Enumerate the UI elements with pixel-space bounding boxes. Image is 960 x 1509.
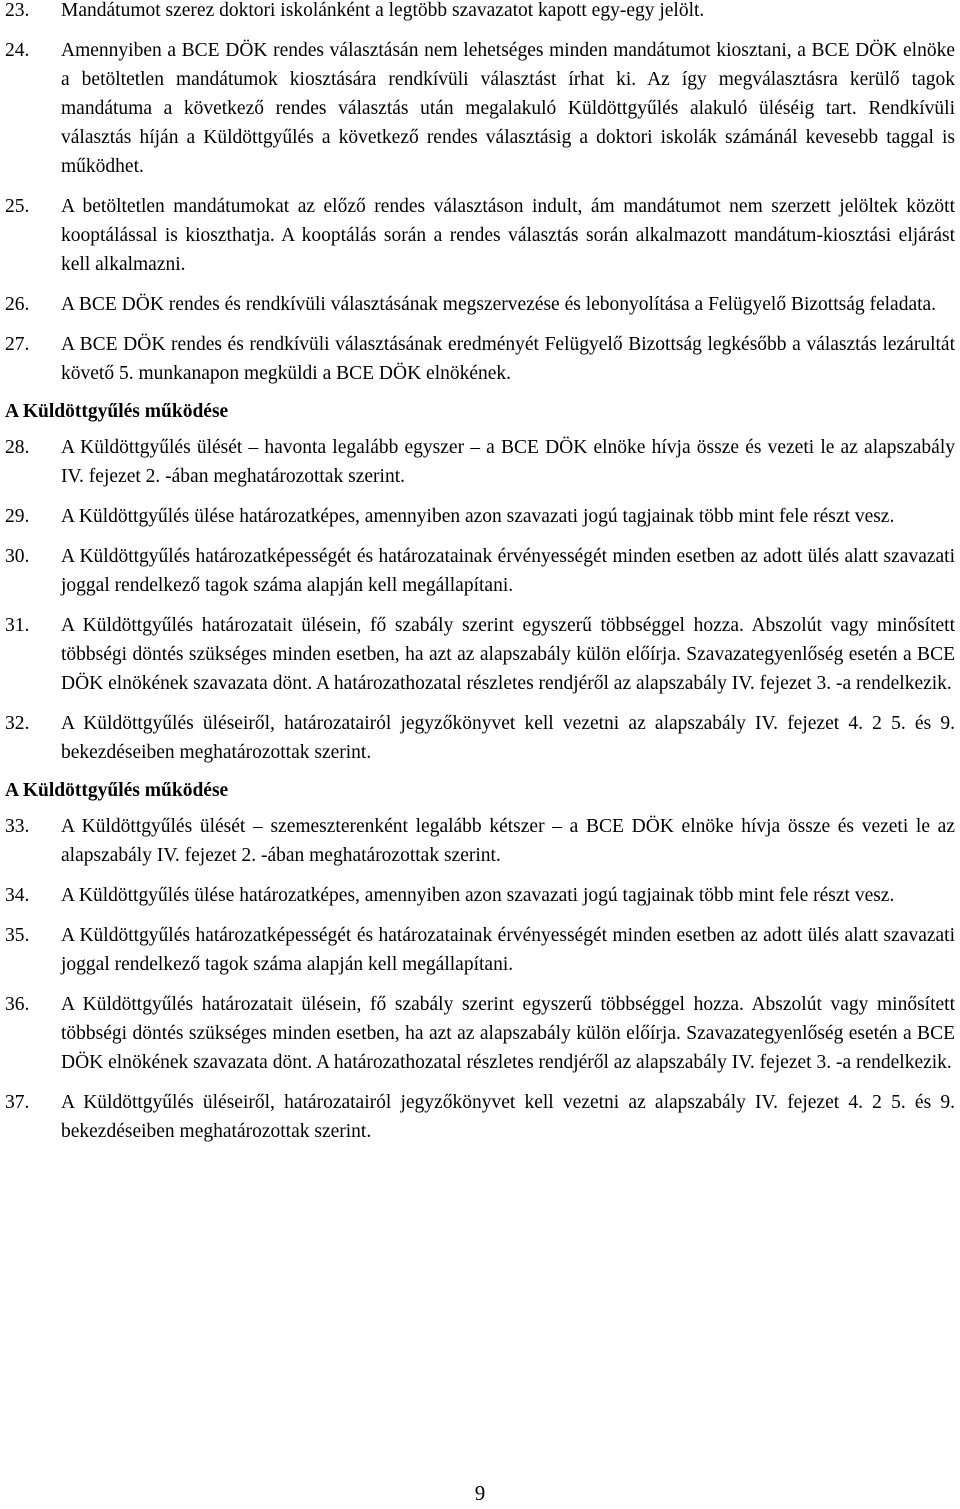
paragraph-number: 37. bbox=[5, 1092, 30, 1113]
paragraph-text: Amennyiben a BCE DÖK rendes választásán nem lehetséges minden mandátumot kiosztani, a BCE DÖK elnöke a betöltetlen mandátumok kiosztására rendkívüli választást írhat ki. Az így megválasztásra kerülő tagok mandátuma a következő rendes választás után megalakuló Küldöttgyűlés alakuló üléséig tart. Rendkívüli választás híján a Küldöttgyűlés a következő rendes választásig a doktori iskolák számánál kevesebb taggal is működhet. bbox=[61, 40, 955, 177]
paragraph-text: A Küldöttgyűlés üléseiről, határozatairól jegyzőkönyvet kell vezetni az alapszabály IV. fejezet 4. 2 5. és 9. bekezdéseiben meghatározottak szerint. bbox=[61, 1092, 955, 1142]
paragraph-text: A BCE DÖK rendes és rendkívüli választásának megszervezése és lebonyolítása a Felügyelő Bizottság feladata. bbox=[61, 294, 937, 315]
paragraph-text: A Küldöttgyűlés ülése határozatképes, amennyiben azon szavazati jogú tagjainak több mint fele részt vesz. bbox=[61, 885, 895, 906]
paragraph-23 bbox=[5, 0, 955, 25]
paragraph-31 bbox=[5, 611, 955, 698]
paragraph-text: A Küldöttgyűlés ülését – havonta legalább egyszer – a BCE DÖK elnöke hívja össze és vezeti le az alapszabály IV. fejezet 2. -ában meghatározottak szerint. bbox=[61, 437, 955, 487]
paragraph-text: A Küldöttgyűlés határozatait ülésein, fő szabály szerint egyszerű többséggel hozza. Abszolút vagy minősített többségi döntés szükséges minden esetben, ha azt az alapszabály külön előírja. Szavazategyenlőség esetén a BCE DÖK elnökének szavazata dönt. A határozathozatal részletes rendjéről az alapszabály IV. fejezet 3. -a rendelkezik. bbox=[61, 615, 955, 694]
paragraph-36 bbox=[5, 990, 955, 1077]
paragraph-26 bbox=[5, 290, 955, 319]
paragraph-28 bbox=[5, 433, 955, 491]
paragraph-number: 27. bbox=[5, 334, 30, 355]
paragraph-number: 36. bbox=[5, 994, 30, 1015]
paragraph-29 bbox=[5, 502, 955, 531]
paragraph-number: 34. bbox=[5, 885, 30, 906]
section-heading: A Küldöttgyűlés működése bbox=[5, 780, 229, 801]
paragraph-number: 25. bbox=[5, 196, 30, 217]
paragraph-number: 24. bbox=[5, 40, 30, 61]
paragraph-24 bbox=[5, 36, 955, 181]
page-content bbox=[5, 0, 955, 1157]
paragraph-text: A Küldöttgyűlés határozatképességét és határozatainak érvényességét minden esetben az adott ülés alatt szavazati joggal rendelkező tagok száma alapján kell megállapítani. bbox=[61, 546, 955, 596]
paragraph-text: A Küldöttgyűlés ülését – szemeszterenként legalább kétszer – a BCE DÖK elnöke hívja össze és vezeti le az alapszabály IV. fejezet 2. -ában meghatározottak szerint. bbox=[61, 816, 955, 866]
paragraph-number: 35. bbox=[5, 925, 30, 946]
paragraph-number: 30. bbox=[5, 546, 30, 567]
paragraph-33 bbox=[5, 812, 955, 870]
paragraph-number: 31. bbox=[5, 615, 30, 636]
paragraph-number: 33. bbox=[5, 816, 30, 837]
section-heading: A Küldöttgyűlés működése bbox=[5, 401, 229, 422]
paragraph-text: A Küldöttgyűlés üléseiről, határozatairól jegyzőkönyvet kell vezetni az alapszabály IV. fejezet 4. 2 5. és 9. bekezdéseiben meghatározottak szerint. bbox=[61, 713, 955, 763]
paragraph-number: 28. bbox=[5, 437, 30, 458]
paragraph-35 bbox=[5, 921, 955, 979]
paragraph-text: A Küldöttgyűlés határozatait ülésein, fő szabály szerint egyszerű többséggel hozza. Abszolút vagy minősített többségi döntés szükséges minden esetben, ha azt az alapszabály külön előírja. Szavazategyenlőség esetén a BCE DÖK elnökének szavazata dönt. A határozathozatal részletes rendjéről az alapszabály IV. fejezet 3. -a rendelkezik. bbox=[61, 994, 955, 1073]
paragraph-37 bbox=[5, 1088, 955, 1146]
paragraph-text: Mandátumot szerez doktori iskolánként a legtöbb szavazatot kapott egy-egy jelölt. bbox=[61, 0, 705, 21]
paragraph-27 bbox=[5, 330, 955, 388]
paragraph-number: 26. bbox=[5, 294, 30, 315]
paragraph-text: A Küldöttgyűlés ülése határozatképes, amennyiben azon szavazati jogú tagjainak több mint fele részt vesz. bbox=[61, 506, 895, 527]
paragraph-number: 32. bbox=[5, 713, 30, 734]
paragraph-30 bbox=[5, 542, 955, 600]
paragraph-34 bbox=[5, 881, 955, 910]
paragraph-number: 23. bbox=[5, 0, 30, 21]
paragraph-text: A BCE DÖK rendes és rendkívüli választásának eredményét Felügyelő Bizottság legkésőbb a választás lezárultát követő 5. munkanapon megküldi a BCE DÖK elnökének. bbox=[61, 334, 955, 384]
paragraph-32 bbox=[5, 709, 955, 767]
paragraph-text: A Küldöttgyűlés határozatképességét és határozatainak érvényességét minden esetben az adott ülés alatt szavazati joggal rendelkező tagok száma alapján kell megállapítani. bbox=[61, 925, 955, 975]
page-number: 9 bbox=[474, 1481, 486, 1505]
paragraph-number: 29. bbox=[5, 506, 30, 527]
paragraph-text: A betöltetlen mandátumokat az előző rendes választáson indult, ám mandátumot nem szerzett jelöltek között kooptálással is kioszthatja. A kooptálás során a rendes választás során alkalmazott mandátum-kiosztási eljárást kell alkalmazni. bbox=[61, 196, 955, 275]
paragraph-25 bbox=[5, 192, 955, 279]
